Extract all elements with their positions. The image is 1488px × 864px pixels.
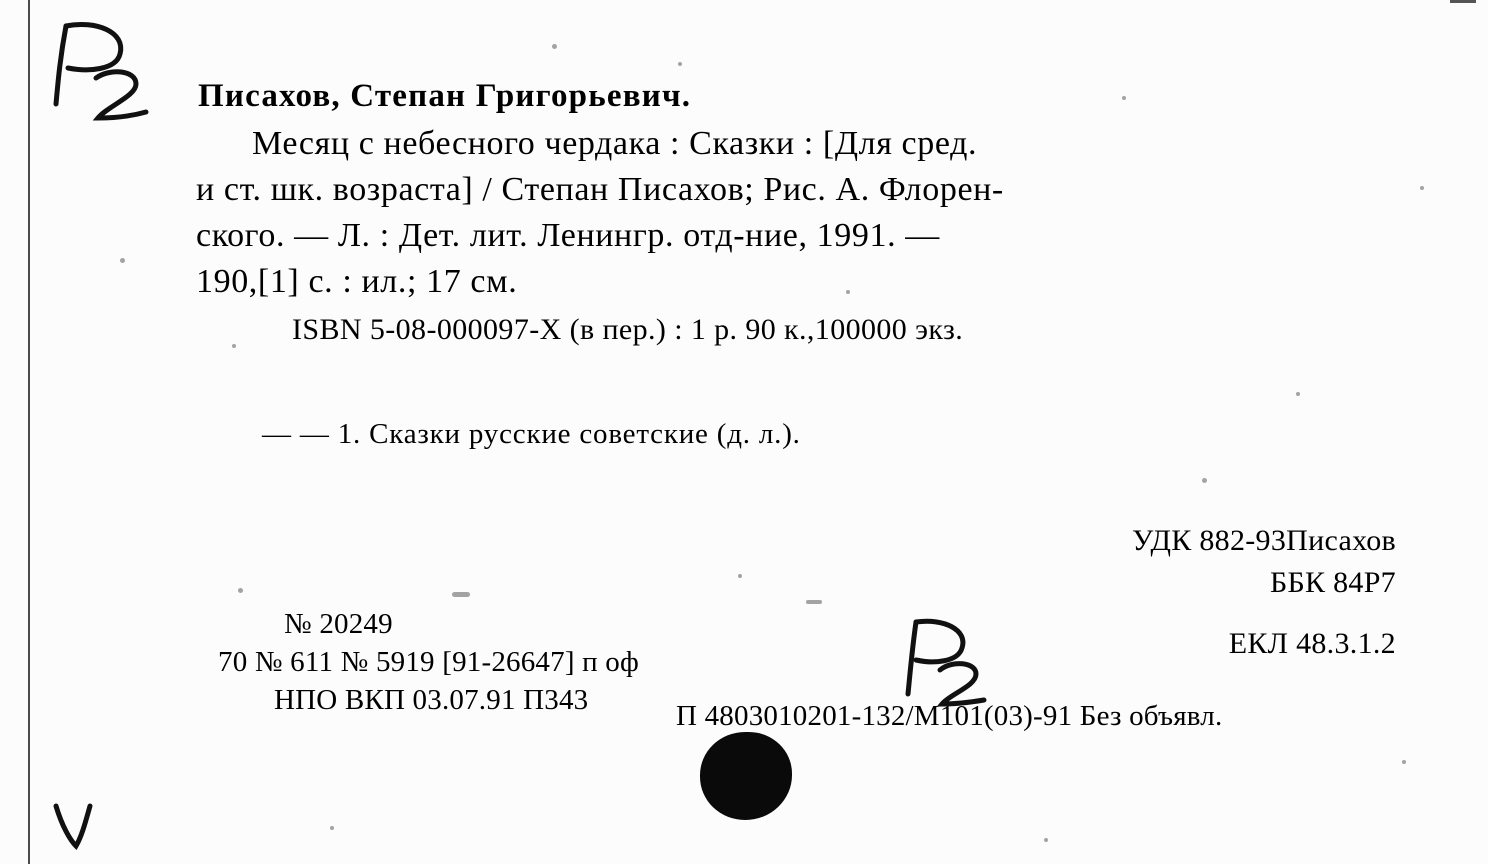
title-line-4: 190,[1] с. : ил.; 17 см. <box>196 263 518 300</box>
scan-speck <box>1402 760 1406 764</box>
scan-speck <box>1044 838 1048 842</box>
author-heading: Писахов, Степан Григорьевич. <box>198 78 692 114</box>
scan-speck <box>1420 186 1424 190</box>
ekl-line: ЕКЛ 48.3.1.2 <box>1228 627 1396 660</box>
handwritten-p2-top-icon <box>44 16 164 126</box>
title-line-2: и ст. шк. возраста] / Степан Писахов; Рис. А. Флорен- <box>196 171 1004 208</box>
udk-line: УДК 882-93Писахов <box>1131 524 1396 557</box>
print-number: № 20249 <box>284 608 393 640</box>
isbn-line: ISBN 5-08-000097-X (в пер.) : 1 р. 90 к.,100000 экз. <box>292 313 964 346</box>
ink-blot <box>700 732 792 820</box>
classification-block <box>1132 520 1396 604</box>
printing-block <box>218 605 639 719</box>
scan-speck <box>120 258 125 263</box>
bottom-code-line: П 4803010201-132/М101(03)-91 Без объявл. <box>676 700 1223 732</box>
scan-speck <box>552 44 557 49</box>
scan-edge-line <box>28 0 30 864</box>
handwritten-check-icon <box>52 800 98 852</box>
title-line-1: Месяц с небесного чердака : Сказки : [Для сред. <box>252 125 978 162</box>
print-producer: НПО ВКП 03.07.91 П343 <box>274 684 589 716</box>
scan-speck <box>330 826 334 830</box>
title-statement <box>196 121 1396 305</box>
subject-heading: — — 1. Сказки русские советские (д. л.). <box>262 418 801 450</box>
scan-speck <box>1296 392 1300 396</box>
bibliographic-record <box>196 78 1396 347</box>
scan-speck <box>806 600 822 604</box>
scan-speck <box>238 588 243 593</box>
scan-speck <box>452 592 470 597</box>
title-line-3: ского. — Л. : Дет. лит. Ленингр. отд-ние, 1991. — <box>196 217 940 254</box>
handwritten-p2-center-icon <box>898 616 998 708</box>
scan-speck <box>738 574 742 578</box>
scan-speck <box>1202 478 1207 483</box>
print-batch: 70 № 611 № 5919 [91-26647] п оф <box>218 646 639 678</box>
bbk-line: ББК 84Р7 <box>1269 566 1396 599</box>
scan-speck <box>678 62 682 66</box>
scan-edge-tick <box>1450 0 1476 3</box>
